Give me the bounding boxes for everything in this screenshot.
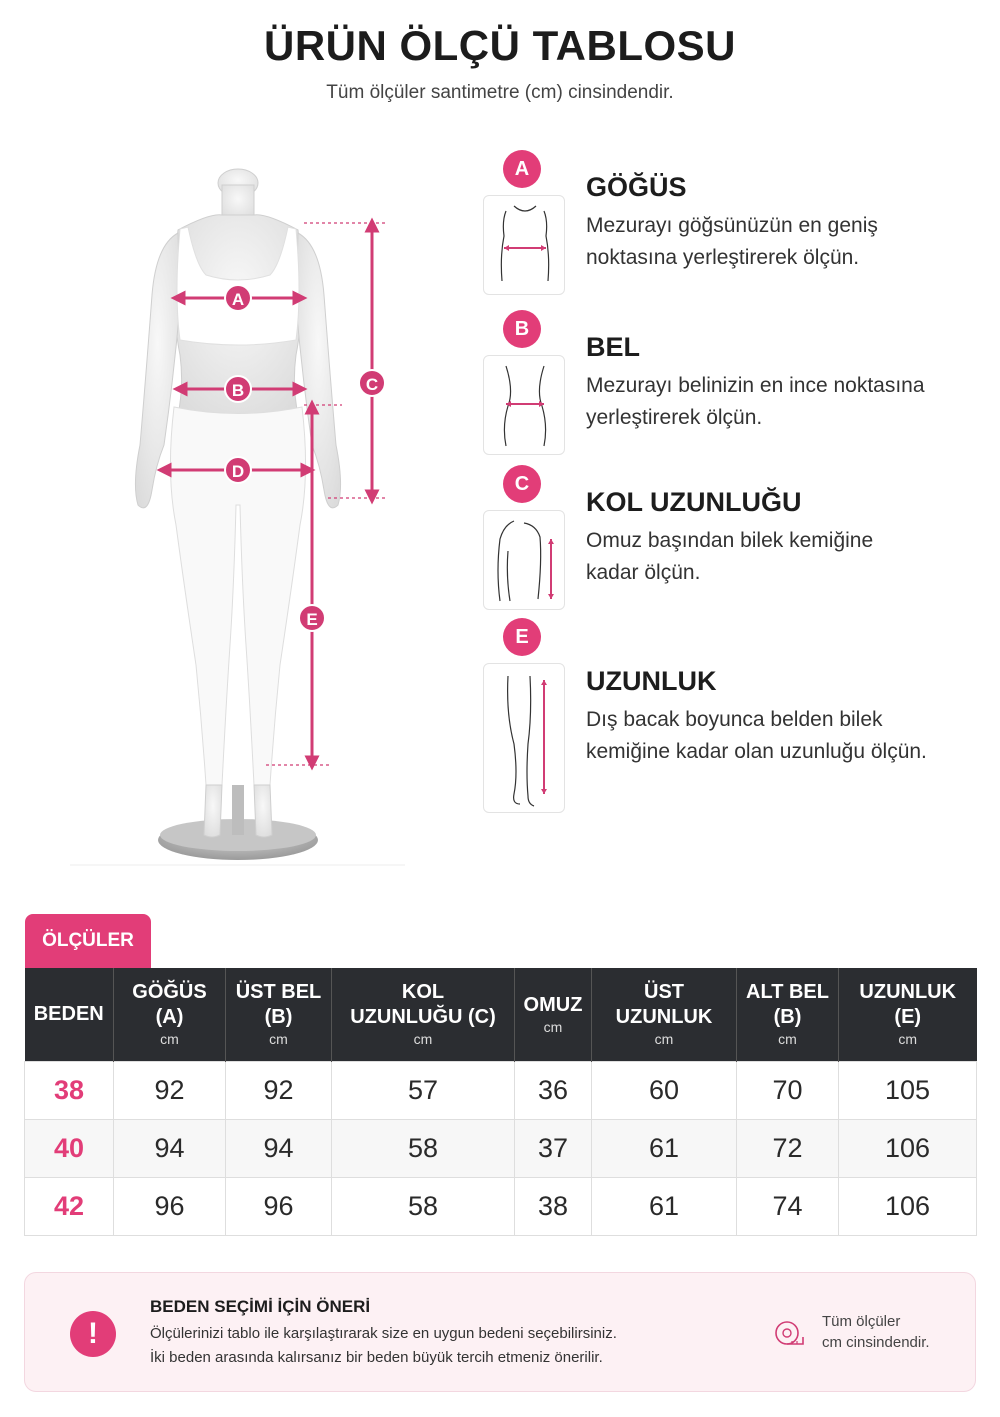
table-cell: 92 bbox=[114, 1061, 226, 1119]
table-cell: 94 bbox=[114, 1119, 226, 1177]
table-row bbox=[25, 1177, 977, 1235]
table-cell: 57 bbox=[332, 1061, 515, 1119]
header-size: BEDEN bbox=[25, 968, 114, 1061]
unit-note: cm cinsindendir. bbox=[822, 1334, 930, 1351]
table-cell: 92 bbox=[226, 1061, 332, 1119]
header-lower-waist: ALT BEL (B) cm bbox=[737, 968, 839, 1061]
table-row bbox=[25, 1119, 977, 1177]
table-cell: 106 bbox=[839, 1119, 977, 1177]
table-cell: 36 bbox=[515, 1061, 592, 1119]
size-cell: 40 bbox=[25, 1119, 114, 1177]
table-cell: 61 bbox=[592, 1119, 737, 1177]
unit-note: Tüm ölçüler bbox=[822, 1313, 901, 1330]
guide-description bbox=[586, 210, 981, 274]
guide-text-line: noktasına yerleştirerek ölçün. bbox=[586, 246, 860, 269]
page-title: ÜRÜN ÖLÇÜ TABLOSU bbox=[263, 22, 737, 69]
guide-length bbox=[480, 618, 980, 818]
table-cell: 38 bbox=[515, 1177, 592, 1235]
label-e: E bbox=[306, 610, 318, 629]
guide-chest bbox=[480, 150, 980, 300]
header-upper-length: ÜST UZUNLUK cm bbox=[592, 968, 737, 1061]
guide-text-line: kemiğine kadar olan uzunluğu ölçün. bbox=[586, 740, 927, 763]
alert-icon: ! bbox=[70, 1311, 116, 1357]
guide-text-line: kadar ölçün. bbox=[586, 561, 701, 584]
table-cell: 72 bbox=[737, 1119, 839, 1177]
table-cell: 60 bbox=[592, 1061, 737, 1119]
chest-icon bbox=[483, 195, 565, 295]
label-a: A bbox=[231, 290, 245, 309]
table-cell: 94 bbox=[226, 1119, 332, 1177]
label-c: C bbox=[365, 375, 379, 394]
table-tab: ÖLÇÜLER bbox=[25, 914, 151, 968]
header-length: UZUNLUK (E) cm bbox=[839, 968, 977, 1061]
guide-badge: E bbox=[503, 618, 541, 656]
recommendation-title: BEDEN SEÇİMİ İÇİN ÖNERİ bbox=[150, 1297, 371, 1316]
table-header-row bbox=[25, 968, 977, 1061]
guide-badge: A bbox=[503, 150, 541, 188]
size-cell: 38 bbox=[25, 1061, 114, 1119]
table-cell: 58 bbox=[332, 1177, 515, 1235]
guide-text-line: yerleştirerek ölçün. bbox=[586, 406, 763, 429]
table-cell: 96 bbox=[114, 1177, 226, 1235]
table-cell: 61 bbox=[592, 1177, 737, 1235]
recommendation-text: İki beden arasında kalırsanız bir beden büyük tercih etmeniz önerilir. bbox=[150, 1349, 603, 1366]
guide-description bbox=[586, 370, 981, 434]
table-cell: 96 bbox=[226, 1177, 332, 1235]
header-shoulder: OMUZ cm bbox=[515, 968, 592, 1061]
label-b: B bbox=[231, 381, 245, 400]
mannequin-figure bbox=[70, 145, 410, 867]
table-cell: 106 bbox=[839, 1177, 977, 1235]
header-upper-waist: ÜST BEL (B) cm bbox=[226, 968, 332, 1061]
recommendation-text: Ölçülerinizi tablo ile karşılaştırarak size en uygun bedeni seçebilirsiniz. bbox=[150, 1325, 617, 1342]
guide-text-line: Mezurayı belinizin en ince noktasına bbox=[586, 374, 925, 397]
mannequin-illustration bbox=[70, 145, 410, 867]
guide-title: BEL bbox=[586, 332, 640, 362]
table-cell: 37 bbox=[515, 1119, 592, 1177]
header-sleeve-length: KOL UZUNLUĞU (C) cm bbox=[332, 968, 515, 1061]
recommendation-box bbox=[24, 1272, 976, 1392]
guide-sleeve-length bbox=[480, 465, 980, 615]
guide-text-line: Dış bacak boyunca belden bilek bbox=[586, 708, 883, 731]
arm-icon bbox=[483, 510, 565, 610]
guide-title: GÖĞÜS bbox=[586, 172, 687, 202]
guide-text-line: Mezurayı göğsünüzün en geniş bbox=[586, 214, 878, 237]
guide-badge: B bbox=[503, 310, 541, 348]
leg-icon bbox=[483, 663, 565, 813]
label-d: D bbox=[231, 462, 245, 481]
guide-text-line: Omuz başından bilek kemiğine bbox=[586, 529, 874, 552]
size-table bbox=[24, 968, 977, 1236]
guide-title: KOL UZUNLUĞU bbox=[586, 487, 802, 517]
guide-description bbox=[586, 704, 981, 768]
tape-measure-icon bbox=[773, 1317, 805, 1349]
table-row bbox=[25, 1061, 977, 1119]
table-cell: 74 bbox=[737, 1177, 839, 1235]
page-subtitle: Tüm ölçüler santimetre (cm) cinsindendir. bbox=[326, 82, 674, 103]
table-cell: 70 bbox=[737, 1061, 839, 1119]
guide-description bbox=[586, 525, 981, 589]
table-cell: 105 bbox=[839, 1061, 977, 1119]
table-cell: 58 bbox=[332, 1119, 515, 1177]
header-chest: GÖĞÜS (A) cm bbox=[114, 968, 226, 1061]
guide-waist bbox=[480, 310, 980, 460]
waist-icon bbox=[483, 355, 565, 455]
guide-title: UZUNLUK bbox=[586, 666, 717, 696]
size-cell: 42 bbox=[25, 1177, 114, 1235]
guide-badge: C bbox=[503, 465, 541, 503]
